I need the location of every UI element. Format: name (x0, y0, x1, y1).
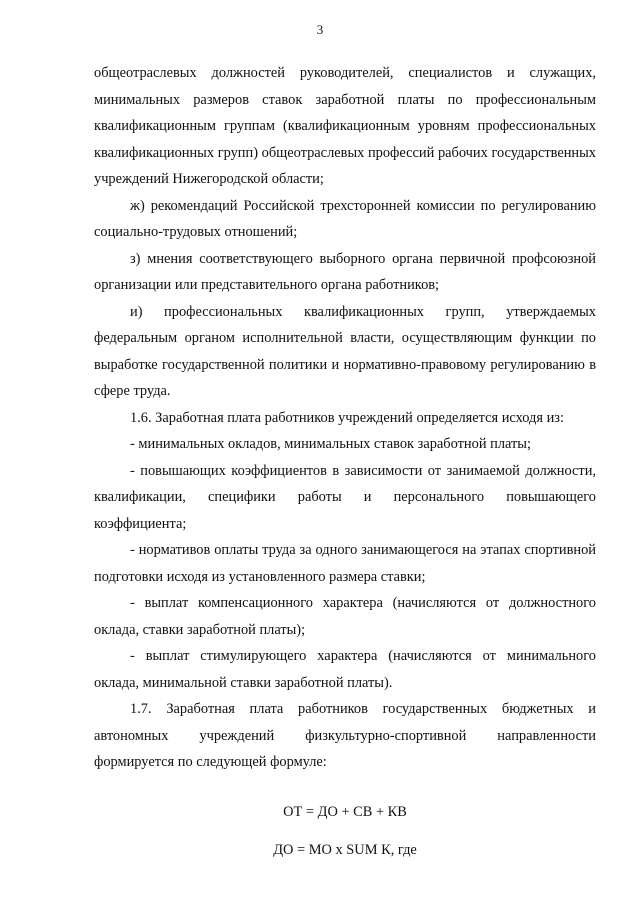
paragraph-item-zh: ж) рекомендаций Российской трехсторонней комиссии по регулированию социально-трудовых отношений; (94, 197, 596, 240)
page-number: 3 (316, 22, 324, 37)
list-item-min-salaries: - минимальных окладов, минимальных ставок заработной платы; (130, 436, 531, 452)
formula-do: ДО = МО х SUM К, где (273, 842, 417, 858)
document-body (94, 60, 596, 864)
paragraph-item-z: з) мнения соответствующего выборного органа первичной профсоюзной организации или представительного органа работников; (94, 250, 596, 293)
paragraph-continuation: общеотраслевых должностей руководителей, специалистов и служащих, минимальных размеров ставок заработной платы по профессиональным квалификационным группам (квалификационным уровням профессиональных квалификационных групп) общеотраслевых профессий рабочих государственных учреждений Нижегородской области; (94, 65, 596, 187)
list-item-norms: - нормативов оплаты труда за одного занимающегося на этапах спортивной подготовки исходя из установленного размера ставки; (94, 542, 596, 585)
paragraph-item-i: и) профессиональных квалификационных групп, утверждаемых федеральным органом исполнительной власти, осуществляющим функции по выработке государственной политики и нормативно-правовому регулированию в сфере труда. (94, 303, 596, 399)
list-item-incentive: - выплат стимулирующего характера (начисляются от минимального оклада, минимальной ставки заработной платы). (94, 648, 596, 691)
paragraph-1-7: 1.7. Заработная плата работников государственных бюджетных и автономных учреждений физкультурно-спортивной направленности формируется по следующей формуле: (94, 701, 596, 770)
list-item-coefficients: - повышающих коэффициентов в зависимости от занимаемой должности, квалификации, специфики работы и персонального повышающего коэффициента; (94, 462, 596, 532)
paragraph-1-6: 1.6. Заработная плата работников учреждений определяется исходя из: (130, 409, 564, 426)
list-item-compensation: - выплат компенсационного характера (начисляются от должностного оклада, ставки заработной платы); (94, 595, 596, 638)
formula-ot: ОТ = ДО + СВ + КВ (283, 803, 407, 820)
